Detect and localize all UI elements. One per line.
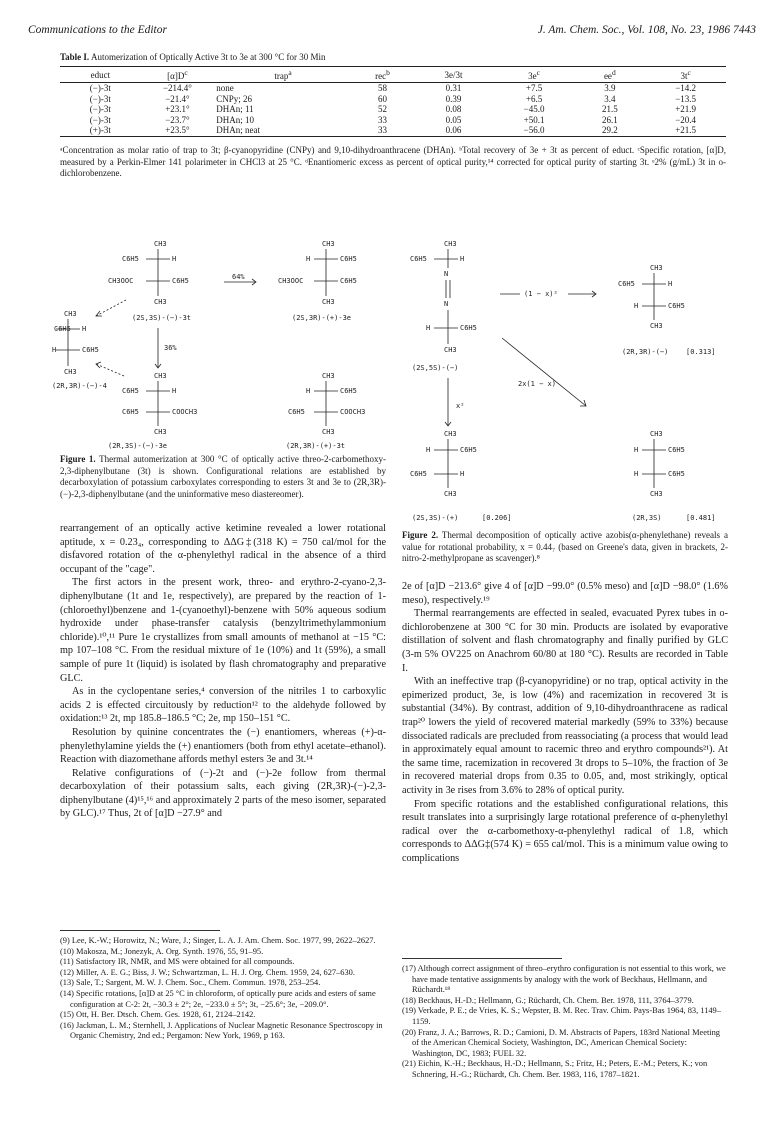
fig1-label: CH3 [154,298,167,306]
fig1-label: CH3 [154,428,167,436]
fig1-label: C6H5 [122,255,139,263]
fig1-label: C6H5 [122,387,139,395]
reference: (11) Satisfactory IR, NMR, and MS were obtained for all compounds. [60,957,295,967]
fig1-label: 64% [232,273,245,281]
fig1-label: C6H5 [288,408,305,416]
paragraph: With an ineffective trap (β-cyanopyridine) or no trap, optical activity in the epimerized product, 3e, is low (4%) and racemization in recovered 3t is substantial (34%). By contrast, addition of 9,10-dihydroanthracene as radical trap²⁰ lowers the yield of recovered material markedly (59% to 33%) because dissociated radicals are precluded from reassociating (a process that would lead in approximately equal amount to racemic threo and erythro compounds²¹). At the same time, racemization in recovered 3t drops to 5–10%, the fraction of 3e in recovered material drops from 0.35 to 0.05, and, most strikingly, optical activity in 3e rises from 3.6% to 28% of optical purity. [402,676,728,796]
fig2-label: H [426,446,431,454]
fig2-label: (2R,3S) [632,514,662,522]
reference: (16) Jackman, L. M.; Sternhell, J. Applications of Nuclear Magnetic Resonance Spectroscopy in Organic Chemistry, 2nd ed.; Pergamon: New York, 1969, p 163. [60,1020,383,1041]
fig1-label: 36% [164,344,177,352]
figure2-scheme [400,236,730,526]
col-educt: educt [60,67,141,83]
automerization-table [60,66,726,137]
fig1-label: COOCH3 [172,408,198,416]
fig1-label: (2S,3S)-(−)-3t [132,314,192,322]
fig2-label: [0.481] [686,514,716,522]
running-head-right: J. Am. Chem. Soc., Vol. 108, No. 23, 1986 7443 [537,24,756,36]
table-row: (−)-3t +23.1° DHAn; 11 52 0.08 −45.0 21.5 +21.9 [89,104,697,114]
col-alpha: $[\alpha]D^c$ [141,67,215,83]
fig1-label: CH3 [322,298,335,306]
fig1-label: C6H5 [340,387,357,395]
fig2-label: [0.206] [482,514,512,522]
table-row: (−)-3t −23.7° DHAn; 10 33 0.05 +50.1 26.1 −20.4 [89,114,697,125]
fig2-label: C6H5 [410,470,427,478]
fig1-label: CH3 [154,372,167,380]
left-column-text [60,522,386,821]
paragraph: rearrangement of an optically active ketimine revealed a lower rotational aptitude, x = 0.23₄, corresponding to ΔΔG‡(318 K) = 750 cal/mol for the disfavored rotation of the α-phenylethyl radical in the absence of a third occupant of the "cage". [60,523,386,575]
col-3t: $3t^c$ [645,67,726,83]
figure2-caption-label: Figure 2. [402,530,439,540]
reference: (20) Franz, J. A.; Barrows, R. D.; Camioni, D. M. Abstracts of Papers, 183rd National Meeting of the American Chemical Society, Washington, DC, American Chemical Society: Washington, DC, 1983; FUEL 32. [402,1027,720,1058]
fig2-label: (2R,3R)-(−) [622,348,669,356]
fig2-label: (2S,3S)-(+) [412,514,459,522]
reference: (9) Lee, K.-W.; Horowitz, N.; Ware, J.; Singer, L. A. J. Am. Chem. Soc. 1977, 99, 2622–2627. [60,936,376,945]
fig1-label: C6H5 [172,277,189,285]
table-row: (−)-3t −214.4° none 58 0.31 +7.5 3.9 −14.2 [89,83,697,93]
fig2-label: (2S,5S)-(−) [412,364,459,372]
footnote-rule [402,958,562,959]
figure1-caption-label: Figure 1. [60,454,96,464]
fig2-label: C6H5 [618,280,635,288]
fig2-label: H [460,470,465,478]
references-left [60,936,386,1042]
figure1-caption-text: Thermal automerization at 300 °C of optically active threo-2-carbomethoxy-2,3-diphenylbutane (3t) is shown. Configurational relations are established by decarboxylation of potassium carboxylates corresponding to esters 3t and 3e to (2R,3R)-(−)-2,3-diphenylbutane (and the uninformative meso diastereomer). [60,454,386,499]
fig2-label: C6H5 [668,470,685,478]
fig1-label: H [82,325,87,333]
right-column-text [402,580,728,865]
figure2-caption-text: Thermal decomposition of optically active azobis(α-phenylethane) reveals a value for rotational probability, x = 0.44₇ (based on Greene's data, given in brackets, 2-nitro-2-methylpropane as scavenger).⁸ [402,530,728,563]
reference: (18) Beckhaus, H.-D.; Hellmann, G.; Rüchardt, Ch. Chem. Ber. 1978, 111, 3764–3779. [402,995,694,1005]
fig2-label: H [460,255,465,263]
fig1-label: C6H5 [340,277,357,285]
fig1-label: CH3 [322,372,335,380]
fig1-label: CH3 [322,240,335,248]
col-3e: $3e^c$ [494,67,575,83]
fig1-label: COOCH3 [340,408,366,416]
fig1-label: H [52,346,57,354]
fig2-label: 2x(1 − x) [518,380,556,388]
fig1-label: H [172,387,177,395]
fig2-label: CH3 [650,430,663,438]
table-footnote: ᵃConcentration as molar ratio of trap to 3t; β-cyanopyridine (CNPy) and 9,10-dihydroanthracene (DHAn). ᵇTotal recovery of 3e + 3t as percent of educt. ᶜSpecific rotation, [α]D, measured by a Perkin-Elmer 141 polarimeter in CHCl3 at 25 °C. ᵈEnantiomeric excess as percent of optical purity,¹⁴ corrected for optical purity of starting 3t. ᵉ2% (g/mL) 3t in o-dichlorobenzene. [60,145,726,178]
reference: (17) Although correct assignment of threo–erythro configuration is not essential to this work, we have made tentative assignments by analogy with the work of Beckhaus, Hellmann, and Rüchardt.¹⁸ [402,964,726,995]
table-title [60,52,326,62]
table-row: (+)-3t +23.5° DHAn; neat 33 0.06 −56.0 29.2 +21.5 [60,125,726,136]
fig2-label: [0.313] [686,348,716,356]
reference: (21) Eichin, K.-H.; Beckhaus, H.-D.; Hellmann, S.; Fritz, H.; Peters, E.-M.; Peters, K.; von Schnering, H.-G.; Rüchardt, Ch. Chem. Ber. 1983, 116, 1787–1821. [402,1059,708,1079]
figure2-caption [402,530,728,565]
fig2-label: CH3 [650,264,663,272]
fig1-label: CH3 [64,368,77,376]
fig2-label: N [444,270,449,278]
fig2-label: CH3 [444,490,457,498]
fig2-label: CH3 [444,430,457,438]
reference: (15) Ott, H. Ber. Dtsch. Chem. Ges. 1928, 61, 2124–2142. [60,1010,256,1020]
fig2-label: H [426,324,431,332]
fig2-label: x² [456,402,465,410]
reference: (13) Sale, T.; Sargent, M. W. J. Chem. Soc., Chem. Commun. 1978, 253–254. [60,978,321,988]
fig1-stereo-label: (2R,3S)-(−)-3e [108,442,168,450]
fig2-label: C6H5 [410,255,427,263]
footnote-rule [60,930,220,931]
fig2-label: C6H5 [460,324,477,332]
reference: (10) Makosza, M.; Jonezyk, A. Org. Synth. 1976, 55, 91–95. [60,946,264,956]
col-ratio: 3e/3t [413,67,493,83]
fig1-label: C6H5 [82,346,99,354]
reference: (12) Miller, A. E. G.; Biss, J. W.; Schwartzman, L. H. J. Org. Chem. 1959, 24, 627–630. [60,967,355,977]
table-title-text: Automerization of Optically Active 3t to 3e at 300 °C for 30 Min [90,52,326,62]
figure1-scheme [52,236,386,436]
fig1-label: C6H5 [340,255,357,263]
fig1-label: CH3 [64,310,77,318]
fig2-label: CH3 [444,346,457,354]
running-head-left: Communications to the Editor [28,24,167,36]
fig1-label: CH3 [322,428,335,436]
col-trap: trap$^a$ [214,67,352,83]
fig2-label: C6H5 [668,302,685,310]
references-right [402,964,728,1081]
fig1-label: CH3OOC [278,277,304,285]
fig1-label: H [306,387,311,395]
fig2-label: H [634,446,639,454]
fig2-label: CH3 [650,490,663,498]
fig1-label: CH3OOC [108,277,134,285]
paragraph: As in the cyclopentane series,⁴ conversion of the nitriles 1 to carboxylic acids 2 is effected circuitously by reduction¹² to the aldehyde followed by oxidation:¹³ 2t, mp 185.8–186.5 °C; 2e, mp 150–151 °C. [60,686,386,725]
fig1-label: (2R,3R)-(−)-4 [52,382,107,390]
figure1-caption [60,454,386,500]
fig2-label: C6H5 [668,446,685,454]
fig2-label: C6H5 [460,446,477,454]
table-header-row [60,67,726,83]
fig1-label: (2S,3R)-(+)-3e [292,314,352,322]
paragraph: Relative configurations of (−)-2t and (−)-2e follow from thermal decarboxylation of their potassium salts, each giving (2R,3R)-(−)-2,3-diphenylbutane (4)¹⁵,¹⁶ and approximately 2 parts of the meso isomer, separated by GLC).¹⁷ Thus, 2t of [α]D −27.9° and [60,767,386,820]
fig1-label: H [306,255,311,263]
table-row: (−)-3t −21.4° CNPy; 26 60 0.39 +6.5 3.4 −13.5 [89,93,697,104]
paragraph: The first actors in the present work, threo- and erythro-2-cyano-2,3-diphenylbutane (1t and 1e, respectively), are prepared by the reaction of 1-(chloroethyl)benzene and 1-(cyanoethyl)-benzene with 50% aqueous sodium hydroxide under phase-transfer catalysis (benzyltrimethylammonium chloride).¹⁰,¹¹ Pure 1e crystallizes from small amounts of methanol at −15 °C: mp 107–108 °C. From the residual mixture of 1e (10%) and 1t (59%), a small sample of pure 1t (liquid) is isolated by flash chromatography and preparative GLC. [60,577,386,684]
fig2-label: H [634,302,639,310]
fig2-label: H [668,280,673,288]
paragraph: Resolution by quinine concentrates the (−) enantiomers, whereas (+)-α-phenylethylamine yields the (+) enantiomers (both from ethyl acetate–ethanol). Reaction with diazomethane affords methyl esters 3e and 3t.¹⁴ [60,726,386,766]
paragraph: 2e of [α]D −213.6° give 4 of [α]D −99.0° (0.5% meso) and [α]D −98.0° (1.6% meso), respectively.¹⁹ [402,581,728,606]
fig1-label: C6H5 [122,408,139,416]
fig2-label: N [444,300,449,308]
paragraph: From specific rotations and the established configurational relations, this result translates into a surprisingly large rotational preference of α-phenylethyl radical over the α-carbomethoxy-α-phenylethyl radical of 1.8, which corresponds to ΔΔG‡(574 K) = 655 cal/mol. This is a minimum value owing to complications [402,798,728,864]
table-title-label: Table I. [60,52,90,62]
reference: (14) Specific rotations, [α]D at 25 °C in chloroform, of optically pure acids and esters of same configuration at C-2: 2t, −30.3 ± 2°; 2e, −233.0 ± 5°; 3t, −25.6°; 3e, −209.0°. [60,988,376,1009]
fig2-label: (1 − x)² [524,290,558,298]
col-ee: $ee^d$ [574,67,645,83]
fig1-label: CH3 [154,240,167,248]
fig1-label: H [172,255,177,263]
reference: (19) Verkade, P. E.; de Vries, K. S.; Wepster, B. M. Rec. Trav. Chim. Pays-Bas 1964, 83, 1149–1159. [402,1006,721,1026]
col-rec: rec$^b$ [352,67,413,83]
fig1-stereo-label: (2R,3R)-(+)-3t [286,442,346,450]
fig2-label: CH3 [650,322,663,330]
fig2-label: CH3 [444,240,457,248]
paragraph: Thermal rearrangements are effected in sealed, evacuated Pyrex tubes in o-dichlorobenzene at 300 °C for 30 min. Products are isolated by evaporative distillation of solvent and flash chromatography and finally purified by GLC (3-m 5% OV225 on Anachrom 60/80 at 180 °C). Results are recorded in Table I. [402,608,728,674]
fig2-label: H [634,470,639,478]
fig1-label: C6H5 [54,325,71,333]
